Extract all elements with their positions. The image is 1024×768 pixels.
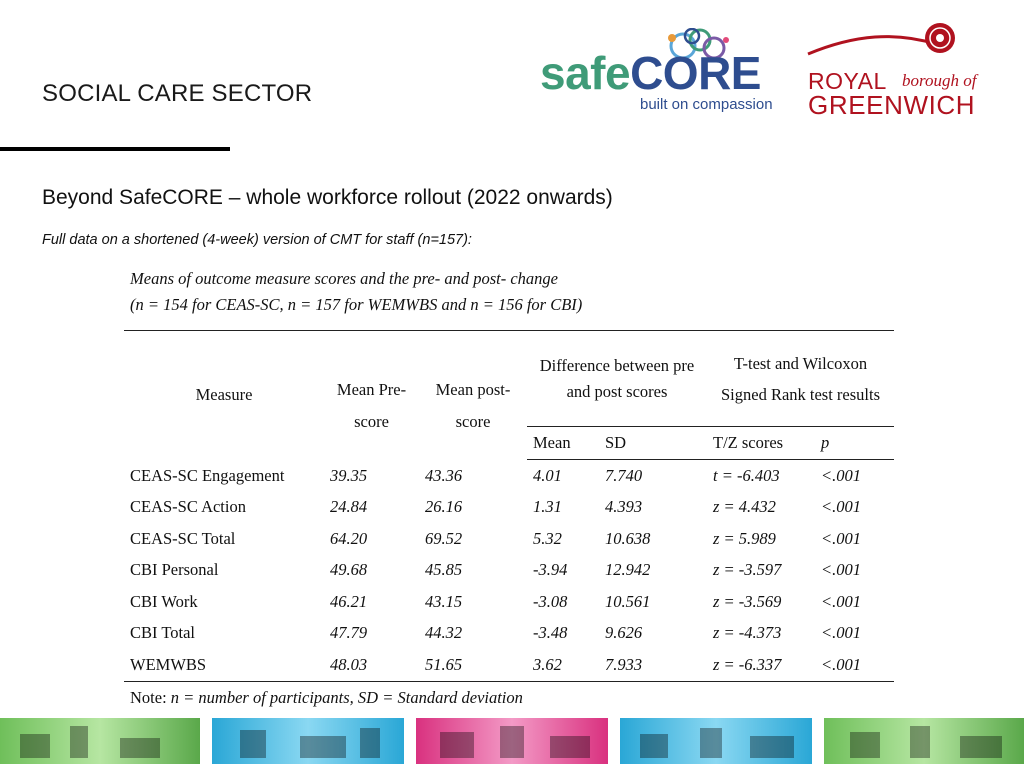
- safecore-word-safe: safe: [540, 47, 631, 99]
- table-row: [124, 618, 894, 650]
- header-mean: Mean: [527, 427, 599, 460]
- greenwich-swoosh-icon: [806, 14, 986, 74]
- cell-measure: CEAS-SC Engagement: [130, 465, 285, 485]
- cell-p: <.001: [821, 528, 862, 548]
- cell-pre: 46.21: [330, 591, 368, 611]
- cell-p: <.001: [815, 649, 894, 681]
- table-row: [124, 492, 894, 524]
- cell-pre: 24.84: [330, 497, 368, 517]
- table-row: [124, 460, 894, 492]
- safecore-logo: [540, 28, 785, 118]
- cell-sd: 7.740: [605, 465, 643, 485]
- cell-p: <.001: [821, 497, 862, 517]
- cell-tz: z = -4.373: [713, 623, 782, 643]
- cell-tz: z = 5.989: [713, 528, 776, 548]
- slide-subheading: Full data on a shortened (4-week) version of CMT for staff (n=157):: [42, 232, 472, 248]
- cell-measure: CEAS-SC Action: [130, 497, 246, 517]
- cell-tz: z = -3.569: [713, 591, 782, 611]
- greenwich-royal: ROYAL: [808, 68, 887, 94]
- table-caption-line1: Means of outcome measure scores and the pre- and post- change: [130, 269, 558, 288]
- header-sd: SD: [599, 427, 707, 460]
- table-caption-line2: (n = 154 for CEAS-SC, n = 157 for WEMWBS and n = 156 for CBI): [130, 295, 583, 314]
- header-tz: T/Z scores: [707, 427, 815, 460]
- results-table: [124, 330, 894, 682]
- cell-measure: WEMWBS: [124, 649, 324, 681]
- cell-pre: 47.79: [330, 623, 368, 643]
- cell-pre: 49.68: [330, 560, 368, 580]
- slide-heading: Beyond SafeCORE – whole workforce rollout (2022 onwards): [42, 186, 613, 209]
- cell-sd: 4.393: [605, 497, 643, 517]
- cell-post: 43.36: [425, 465, 463, 485]
- header-mean-post: Mean post- score: [419, 331, 527, 460]
- cell-post: 26.16: [425, 497, 463, 517]
- cell-sd: 10.638: [605, 528, 651, 548]
- cell-tz: z = -3.597: [713, 560, 782, 580]
- title-underline: [0, 147, 230, 151]
- cell-measure: CBI Total: [130, 623, 196, 643]
- safecore-word-core: CORE: [630, 47, 761, 99]
- cell-mean: 5.32: [533, 528, 562, 548]
- cell-mean: 4.01: [533, 465, 562, 485]
- cell-tz: t = -6.403: [713, 465, 780, 485]
- cell-post: 69.52: [425, 528, 463, 548]
- cell-mean: -3.94: [533, 560, 568, 580]
- table-note: [130, 686, 894, 710]
- cell-sd: 10.561: [605, 591, 651, 611]
- cell-sd: 9.626: [605, 623, 643, 643]
- header-measure: Measure: [124, 331, 324, 460]
- cell-mean: -3.08: [533, 591, 568, 611]
- cell-post: 51.65: [419, 649, 527, 681]
- header-mean-pre: Mean Pre-score: [324, 331, 419, 460]
- cell-p: <.001: [821, 623, 862, 643]
- table-row: [124, 586, 894, 618]
- header-p: p: [815, 427, 894, 460]
- table-note-prefix: Note:: [130, 687, 167, 707]
- header-ttest: T-test and Wilcoxon Signed Rank test results: [707, 331, 894, 427]
- greenwich-logo: [806, 14, 986, 120]
- results-table-figure: [124, 266, 894, 710]
- table-row: [124, 555, 894, 587]
- cell-tz: z = -6.337: [707, 649, 815, 681]
- cell-sd: 7.933: [599, 649, 707, 681]
- cell-mean: 1.31: [533, 497, 562, 517]
- cell-measure: CBI Personal: [130, 560, 219, 580]
- cell-post: 43.15: [425, 591, 463, 611]
- header-difference: Difference between pre and post scores: [527, 331, 707, 427]
- cell-mean: -3.48: [533, 623, 568, 643]
- cell-post: 45.85: [425, 560, 463, 580]
- cell-mean: 3.62: [527, 649, 599, 681]
- table-note-text: n = number of participants, SD = Standard deviation: [170, 687, 523, 707]
- cell-post: 44.32: [425, 623, 463, 643]
- greenwich-name: GREENWICH: [808, 90, 976, 120]
- cell-p: <.001: [821, 465, 862, 485]
- cell-pre: 48.03: [324, 649, 419, 681]
- cell-tz: z = 4.432: [713, 497, 776, 517]
- cell-measure: CEAS-SC Total: [130, 528, 236, 548]
- cell-sd: 12.942: [605, 560, 651, 580]
- table-row: [124, 649, 894, 681]
- cell-p: <.001: [821, 591, 862, 611]
- cell-pre: 64.20: [330, 528, 368, 548]
- cell-measure: CBI Work: [130, 591, 198, 611]
- cell-pre: 39.35: [330, 465, 368, 485]
- cell-p: <.001: [821, 560, 862, 580]
- safecore-tagline: built on compassion: [640, 96, 773, 113]
- section-title: SOCIAL CARE SECTOR: [42, 80, 313, 107]
- greenwich-borough: borough of: [902, 71, 977, 90]
- table-row: [124, 523, 894, 555]
- photo-banner-strip: [0, 716, 1024, 766]
